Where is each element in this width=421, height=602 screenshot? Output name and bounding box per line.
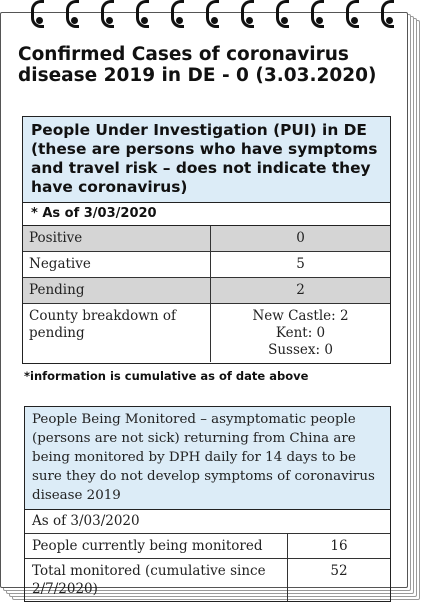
spiral-ring-icon — [346, 0, 360, 26]
monitored-table-header: People Being Monitored – asymptomatic people (persons are not sick) returning from China are being monitored by DPH daily for 14 days to be sure they do not develop symptoms of coronavirus disease 2019 — [25, 407, 390, 510]
county-sussex: Sussex: 0 — [268, 342, 333, 358]
table-row — [25, 559, 390, 601]
spiral-ring-icon — [381, 0, 395, 26]
row-value: 5 — [296, 256, 305, 272]
table-row — [23, 226, 390, 252]
row-label: Negative — [23, 252, 211, 277]
table-row — [23, 252, 390, 278]
county-breakdown-values — [211, 304, 390, 363]
county-kent: Kent: 0 — [275, 325, 326, 341]
county-breakdown-row — [23, 304, 390, 363]
table-row — [23, 278, 390, 304]
pui-as-of-date: * As of 3/03/2020 — [23, 203, 390, 226]
row-label: Pending — [23, 278, 211, 303]
row-value: 52 — [330, 563, 348, 579]
spiral-ring-icon — [276, 0, 290, 26]
spiral-ring-icon — [206, 0, 220, 26]
pui-table — [22, 116, 391, 364]
spiral-ring-icon — [311, 0, 325, 26]
row-label: Total monitored (cumulative since 2/7/2020) — [25, 559, 288, 601]
spiral-ring-icon — [241, 0, 255, 26]
spiral-ring-icon — [101, 0, 115, 26]
spiral-ring-icon — [66, 0, 80, 26]
monitored-as-of-date: As of 3/03/2020 — [25, 510, 390, 534]
cumulative-footnote: *information is cumulative as of date above — [24, 369, 309, 383]
row-label: Positive — [23, 226, 211, 251]
county-new-castle: New Castle: 2 — [252, 308, 349, 324]
spiral-ring-icon — [31, 0, 45, 26]
spiral-ring-icon — [136, 0, 150, 26]
row-value: 2 — [296, 282, 305, 298]
row-label: People currently being monitored — [25, 534, 288, 558]
pui-table-header: People Under Investigation (PUI) in DE (these are persons who have symptoms and travel risk – does not indicate they have coronavirus) — [23, 117, 390, 203]
table-row — [25, 534, 390, 559]
monitored-table — [24, 406, 391, 602]
row-value: 16 — [330, 538, 348, 554]
row-value: 0 — [296, 230, 305, 246]
county-breakdown-label: County breakdown of pending — [23, 304, 211, 362]
spiral-ring-icon — [171, 0, 185, 26]
page-title: Confirmed Cases of coronavirus disease 2019 in DE - 0 (3.03.2020) — [18, 44, 377, 86]
